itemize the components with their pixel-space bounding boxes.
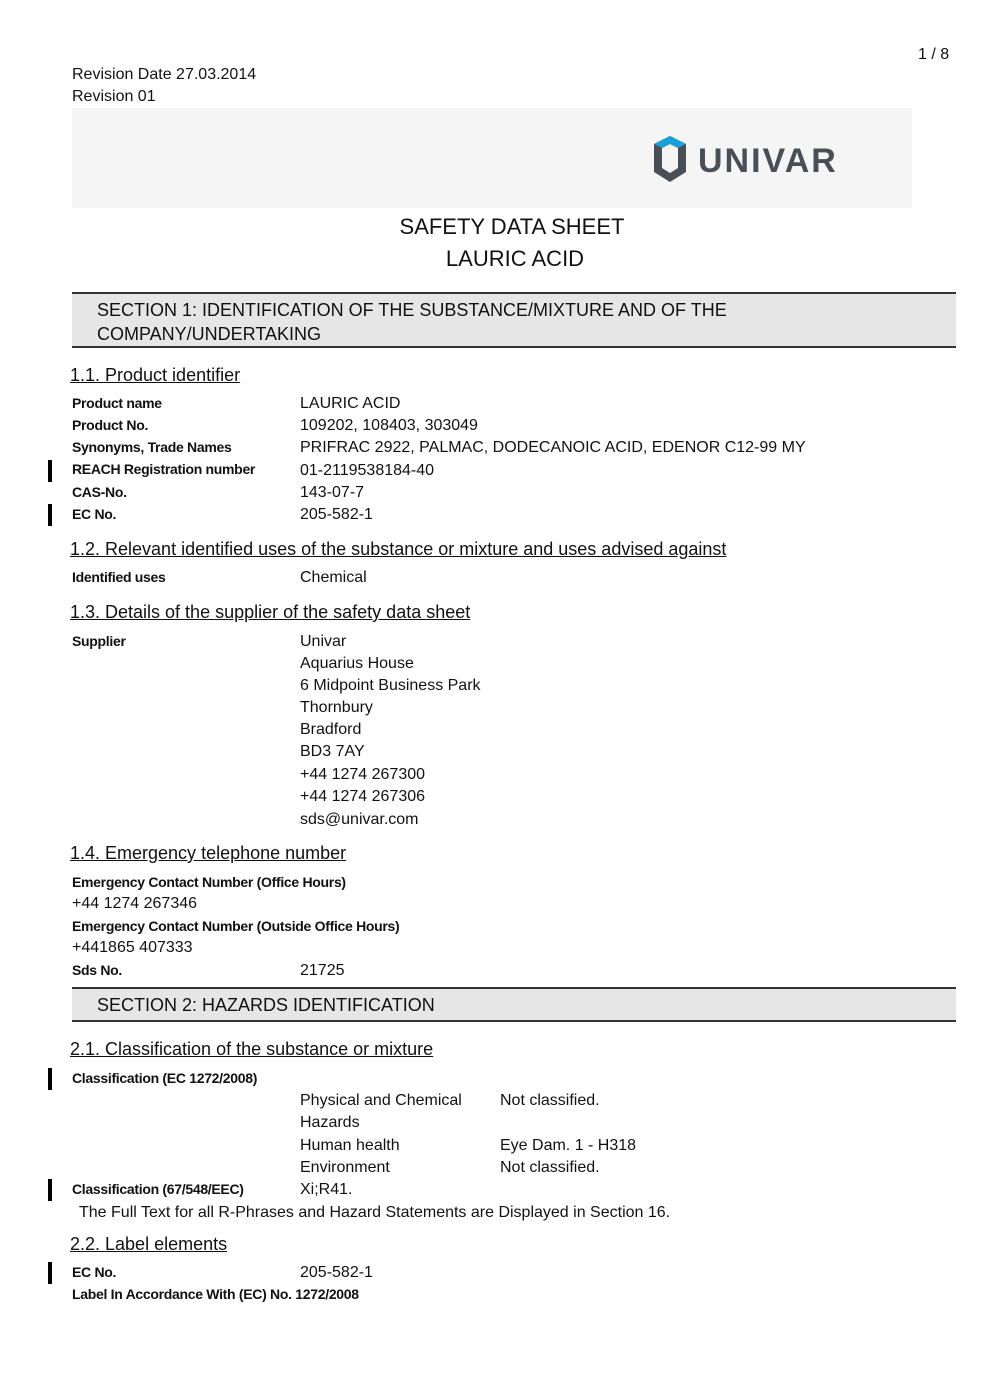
identified-uses-label: Identified uses [72, 569, 166, 585]
revision-marker [48, 1262, 52, 1284]
product-no-value: 109202, 108403, 303049 [300, 417, 478, 434]
supplier-line: +44 1274 267306 [300, 788, 426, 805]
ec-value: 205-582-1 [300, 506, 373, 523]
supplier-line: Aquarius House [300, 655, 414, 672]
subsection-2-2: 2.2. Label elements [70, 1234, 228, 1254]
product-title: LAURIC ACID [445, 246, 585, 271]
supplier-line: +44 1274 267300 [300, 766, 426, 783]
reach-value: 01-2119538184-40 [300, 462, 435, 479]
supplier-line: 6 Midpoint Business Park [300, 677, 481, 694]
subsection-1-1: 1.1. Product identifier [70, 365, 241, 385]
ec-label: EC No. [72, 506, 117, 522]
human-health-value: Eye Dam. 1 - H318 [500, 1137, 637, 1154]
revision-number: Revision 01 [72, 88, 156, 105]
supplier-line: BD3 7AY [300, 743, 365, 760]
revision-marker [48, 460, 52, 482]
outside-hours-number: +441865 407333 [72, 939, 193, 956]
product-name-label: Product name [72, 395, 162, 411]
page-number: 1 / 8 [918, 46, 950, 63]
physical-hazards-label-cont: Hazards [300, 1114, 360, 1131]
label-accordance: Label In Accordance With (EC) No. 1272/2008 [72, 1286, 359, 1302]
subsection-1-3: 1.3. Details of the supplier of the safety data sheet [70, 602, 471, 622]
environment-value: Not classified. [500, 1159, 600, 1176]
logo-text: UNIVAR [698, 142, 838, 180]
section-1-heading-line2: COMPANY/UNDERTAKING [97, 324, 322, 344]
environment-label: Environment [300, 1159, 390, 1176]
subsection-1-2: 1.2. Relevant identified uses of the substance or mixture and uses advised against [70, 539, 727, 559]
human-health-label: Human health [300, 1137, 400, 1154]
cas-label: CAS-No. [72, 484, 127, 500]
label-ec-label: EC No. [72, 1264, 117, 1280]
physical-hazards-label: Physical and Chemical [300, 1092, 462, 1109]
sds-no-label: Sds No. [72, 962, 123, 978]
classification-67-value: Xi;R41. [300, 1181, 353, 1198]
document-title: SAFETY DATA SHEET [399, 214, 625, 239]
section-1-heading [72, 292, 956, 348]
classification-67-label: Classification (67/548/EEC) [72, 1181, 244, 1197]
product-name-value: LAURIC ACID [300, 395, 401, 412]
revision-marker [48, 1068, 52, 1090]
classification-ec-label: Classification (EC 1272/2008) [72, 1070, 258, 1086]
section-2-heading: SECTION 2: HAZARDS IDENTIFICATION [72, 987, 956, 1022]
subsection-2-1: 2.1. Classification of the substance or mixture [70, 1039, 434, 1059]
product-no-label: Product No. [72, 417, 149, 433]
synonyms-label: Synonyms, Trade Names [72, 439, 232, 455]
supplier-line: Univar [300, 633, 347, 650]
physical-hazards-value: Not classified. [500, 1092, 600, 1109]
reach-label: REACH Registration number [72, 461, 256, 477]
section-1-heading-line1: SECTION 1: IDENTIFICATION OF THE SUBSTANCE/MIXTURE AND OF THE [97, 300, 727, 320]
univar-logo [650, 132, 890, 188]
office-hours-number: +44 1274 267346 [72, 895, 198, 912]
revision-marker [48, 504, 52, 526]
full-text-note: The Full Text for all R-Phrases and Hazard Statements are Displayed in Section 16. [79, 1204, 671, 1221]
supplier-line: Bradford [300, 721, 362, 738]
revision-date: Revision Date 27.03.2014 [72, 66, 257, 83]
supplier-line: Thornbury [300, 699, 373, 716]
identified-uses-value: Chemical [300, 569, 367, 586]
synonyms-value: PRIFRAC 2922, PALMAC, DODECANOIC ACID, EDENOR C12-99 MY [300, 439, 806, 456]
office-hours-label: Emergency Contact Number (Office Hours) [72, 874, 346, 890]
label-ec-value: 205-582-1 [300, 1264, 373, 1281]
outside-hours-label: Emergency Contact Number (Outside Office Hours) [72, 918, 400, 934]
sds-no-value: 21725 [300, 962, 345, 979]
supplier-label: Supplier [72, 633, 126, 649]
subsection-1-4: 1.4. Emergency telephone number [70, 843, 347, 863]
supplier-email: sds@univar.com [300, 811, 419, 828]
cas-value: 143-07-7 [300, 484, 365, 501]
revision-marker [48, 1179, 52, 1201]
logo-banner [72, 108, 912, 208]
